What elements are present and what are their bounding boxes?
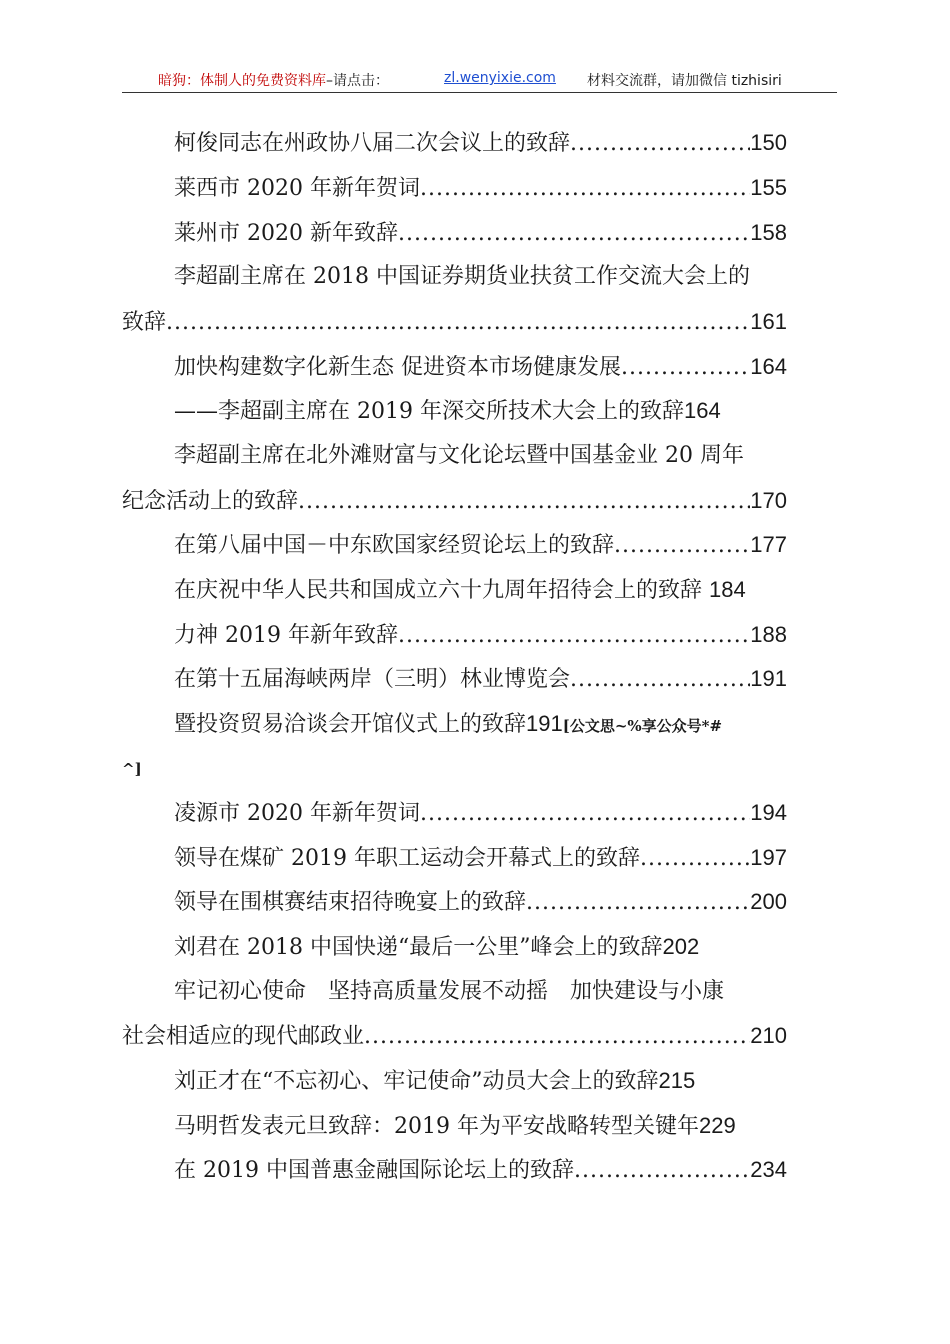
watermark-text-continued: ^] [122,760,142,778]
toc-entry[interactable] [174,798,787,828]
toc-entry-page: 188 [750,622,787,647]
toc-entry-title: 在第八届中国－中东欧国家经贸论坛上的致辞 [174,533,615,558]
toc-entry[interactable] [174,396,721,426]
toc-entry-title: 刘正才在“不忘初心、牢记使命”动员大会上的致辞 [174,1069,659,1094]
toc-entry-title: 在第十五届海峡两岸（三明）林业博览会 [174,667,571,692]
toc-entry-page: 194 [750,800,787,825]
toc-entry-title: 在庆祝中华人民共和国成立六十九周年招待会上的致辞 [174,578,703,603]
toc-entry-page: 215 [658,1068,696,1093]
toc-entry[interactable] [174,1111,736,1141]
toc-entry-page: 155 [750,175,787,200]
toc-entry-title: 社会相适应的现代邮政业 [122,1024,365,1049]
toc-entry-line1[interactable]: 李超副主席在北外滩财富与文化论坛暨中国基金业 20 周年 [174,443,744,468]
toc-entry-title: 莱西市 2020 年新年贺词 [174,176,420,201]
page-header [122,68,837,93]
toc-entry-line1[interactable]: 李超副主席在 2018 中国证券期货业扶贫工作交流大会上的 [174,264,750,289]
toc-entry-page: 210 [750,1023,787,1048]
toc-entry[interactable] [122,486,787,516]
toc-entry-page: 197 [750,845,787,870]
toc-entry[interactable] [122,1021,787,1051]
toc-entry-page: 150 [750,130,787,155]
toc-entry[interactable] [174,887,787,917]
toc-entry[interactable] [174,843,787,873]
toc-entry[interactable] [174,1066,695,1096]
toc-entry-page: 161 [750,309,787,334]
toc-entry[interactable] [174,620,787,650]
header-link[interactable]: zl.wenyixie.com [444,70,556,86]
toc-entry-title: 纪念活动上的致辞 [122,489,299,514]
toc-entry[interactable] [174,218,787,248]
toc-entry-title: 加快构建数字化新生态 促进资本市场健康发展 [174,355,621,380]
toc-entry-title: 在 2019 中国普惠金融国际论坛上的致辞 [174,1158,574,1183]
toc-entry-title: 致辞 [122,310,167,335]
toc-entry-page: 191 [526,711,563,736]
watermark-text: [公文思~%享公众号*# [562,717,723,735]
toc-entry-page: 164 [750,354,787,379]
toc-entry-page: 191 [750,666,787,691]
toc-entry-title: 刘君在 2018 中国快递“最后一公里”峰会上的致辞 [174,935,663,960]
header-brand: 暗狗：体制人的免费资料库–请点击： [158,73,389,89]
toc-entry[interactable] [174,932,699,962]
toc-entry-page: 164 [683,398,721,423]
toc-entry[interactable] [174,575,746,605]
toc-entry-line1[interactable]: 牢记初心使命 坚持高质量发展不动摇 加快建设与小康 [174,979,725,1004]
toc-entry-page: 229 [698,1113,736,1138]
toc-entry-page: 184 [709,577,746,602]
toc-entry-page: 170 [750,488,787,513]
toc-entry-page: 234 [750,1157,787,1182]
toc-entry-page: 200 [750,889,787,914]
toc-entry[interactable] [174,1155,787,1185]
header-wechat-note: 材料交流群，请加微信 tizhisiri [587,73,782,89]
toc-entry-title: 凌源市 2020 年新年贺词 [174,801,420,826]
toc-entry[interactable] [174,664,787,694]
toc-entry[interactable] [174,530,787,560]
toc-entry-title: ——李超副主席在 2019 年深交所技术大会上的致辞 [174,399,684,424]
toc-entry[interactable] [174,128,787,158]
toc-entry-title: 莱州市 2020 新年致辞 [174,221,398,246]
toc-entry-title: 马明哲发表元旦致辞：2019 年为平安战略转型关键年 [174,1114,699,1139]
toc-entry-page: 202 [662,934,700,959]
toc-entry-page: 158 [750,220,787,245]
header-prompt: –请点击： [326,73,389,89]
toc-entry-title: 领导在煤矿 2019 年职工运动会开幕式上的致辞 [174,846,640,871]
toc-entry-page: 177 [750,532,787,557]
toc-entry-title: 柯俊同志在州政协八届二次会议上的致辞 [174,131,571,156]
toc-entry-title: 领导在围棋赛结束招待晚宴上的致辞 [174,890,527,915]
toc-entry[interactable] [174,709,722,739]
toc-entry[interactable] [122,307,787,337]
toc-entry[interactable] [174,352,787,382]
toc-entry-title: 力神 2019 年新年致辞 [174,623,398,648]
toc-entry-title: 暨投资贸易洽谈会开馆仪式上的致辞 [174,712,527,737]
toc-entry[interactable] [174,173,787,203]
